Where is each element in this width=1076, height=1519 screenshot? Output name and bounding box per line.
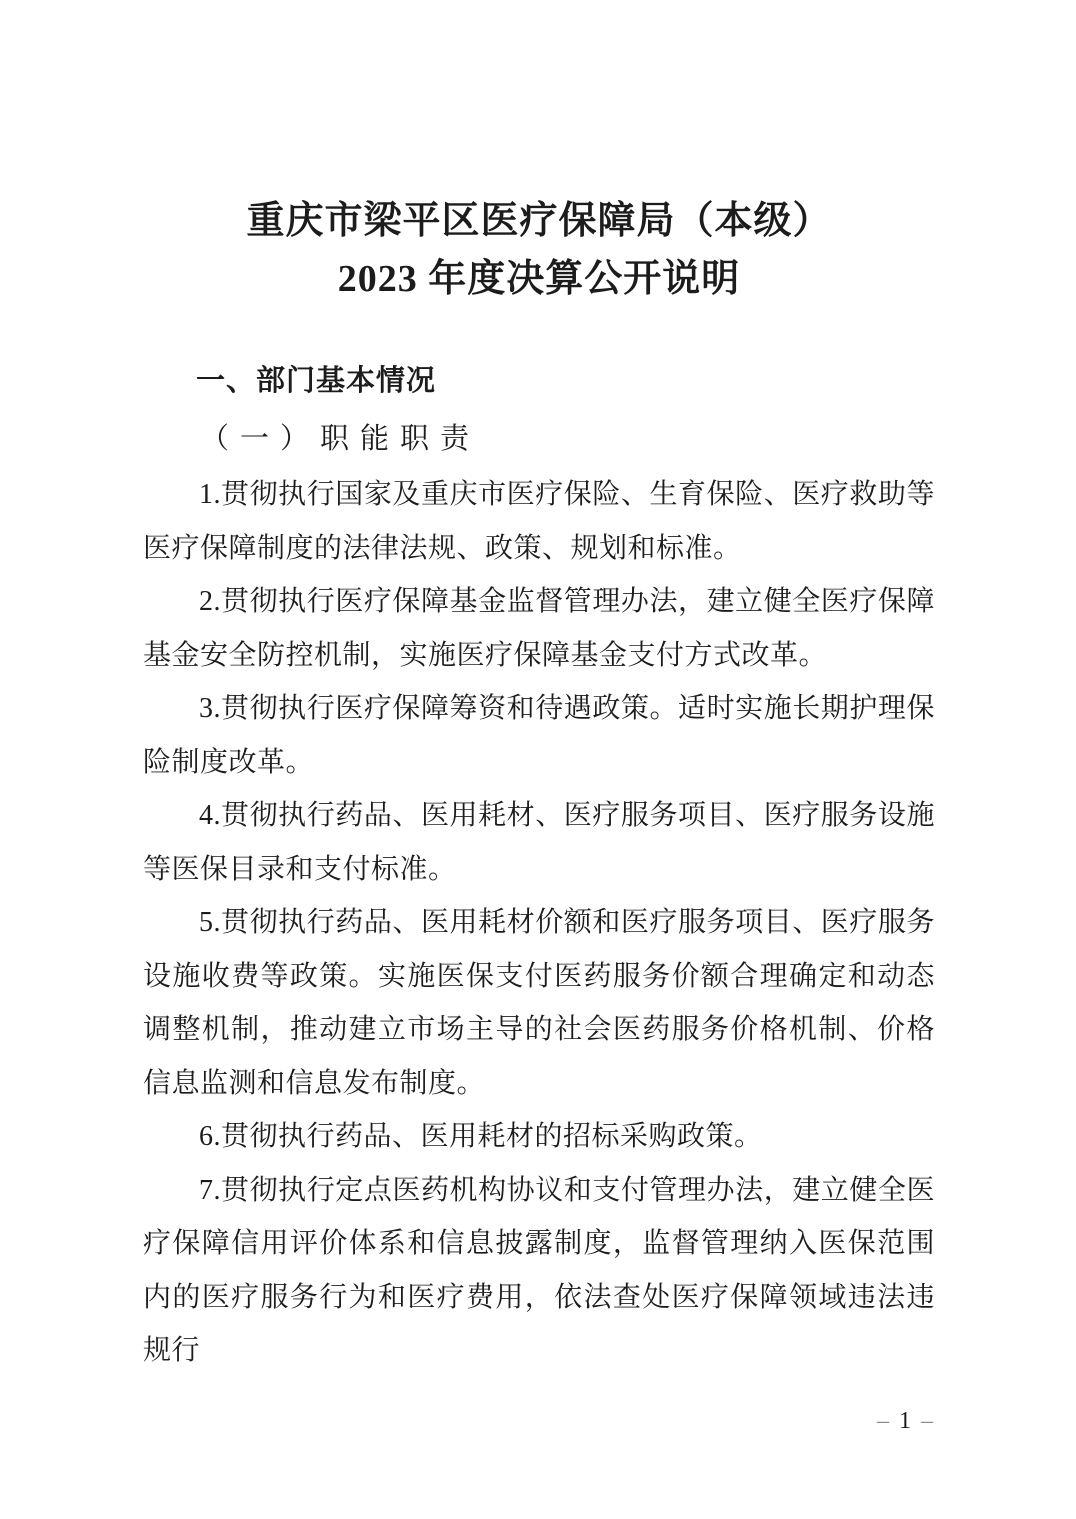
paragraph-5: 5.贯彻执行药品、医用耗材价额和医疗服务项目、医疗服务设施收费等政策。实施医保支付医药服务价额合理确定和动态调整机制，推动建立市场主导的社会医药服务价格机制、价格信息监测和信息发布制度。: [143, 907, 935, 1099]
section-heading-basic-info: 一、部门基本情况: [196, 365, 437, 397]
paragraph-6: 6.贯彻执行药品、医用耗材的招标采购政策。: [199, 1121, 763, 1152]
document-title-line-1: 重庆市梁平区医疗保障局（本级）: [246, 200, 832, 242]
subsection-heading-duties: （一）职能职责: [200, 423, 481, 455]
document-title-block: [143, 0, 935, 308]
paragraph-7: 7.贯彻执行定点医药机构协议和支付管理办法，建立健全医疗保障信用评价体系和信息披露制度，监督管理纳入医保范围内的医疗服务行为和医疗费用，依法查处医疗保障领域违法违规行: [143, 1174, 935, 1366]
paragraph-4: 4.贯彻执行药品、医用耗材、医疗服务项目、医疗服务设施等医保目录和支付标准。: [143, 800, 935, 885]
paragraph-2: 2.贯彻执行医疗保障基金监督管理办法，建立健全医疗保障基金安全防控机制，实施医疗保障基金支付方式改革。: [143, 586, 935, 671]
paragraph-3: 3.贯彻执行医疗保障筹资和待遇政策。适时实施长期护理保险制度改革。: [143, 693, 935, 778]
document-content: [143, 0, 935, 1378]
document-title-line-2: 2023 年度决算公开说明: [337, 258, 741, 300]
body-text: [143, 468, 935, 1378]
page-number: [877, 1406, 935, 1436]
page-number-dash-left: –: [877, 1408, 891, 1434]
page-number-value: 1: [899, 1408, 913, 1434]
paragraph-1: 1.贯彻执行国家及重庆市医疗保险、生育保险、医疗救助等医疗保障制度的法律法规、政策、规划和标准。: [143, 479, 935, 564]
page-number-dash-right: –: [921, 1408, 935, 1434]
